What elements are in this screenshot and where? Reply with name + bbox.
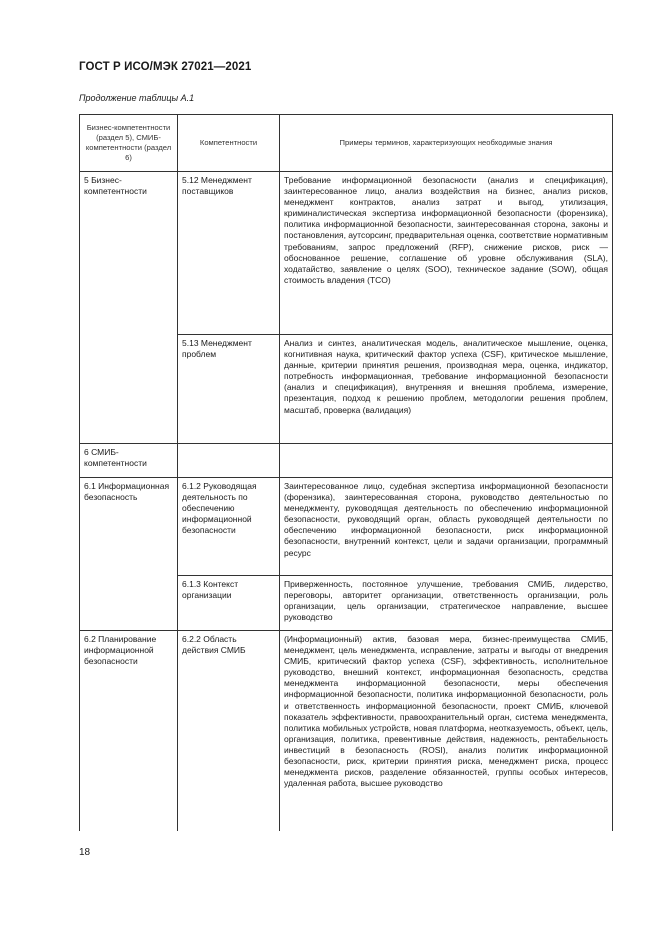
column-header-examples: Примеры терминов, характеризующих необходимые знания bbox=[280, 115, 613, 172]
competence-cell bbox=[178, 444, 280, 478]
group-cell: 5 Бизнес-компетентности bbox=[80, 172, 178, 444]
competence-cell: 6.1.2 Руководящая деятельность по обеспечению информационной безопасности bbox=[178, 478, 280, 576]
examples-cell: Требование информационной безопасности (анализ и спецификация), заинтересованное лицо, анализ воздействия на бизнес, анализ рисков, менеджмент контрактов, анализ затрат и выгод, утилизация, криминалистическая экспертиза информационной безопасности (форензика), политика информационной безопасности, заинтересованная сторона, законы и постановления, аутсорсинг, предварительная оценка, соответствие нормативным требованиям, запрос предложений (RFP), снижение рисков, риск — обоснованное решение, соглашение об уровне обслуживания (SLA), ходатайство, заявление о целях (SOO), техническое задание (SOW), общая стоимость владения (TCO) bbox=[280, 172, 613, 335]
examples-cell: (Информационный) актив, базовая мера, бизнес-преимущества СМИБ, менеджмент, цель менеджмента, исправление, затраты и выгоды от внедрения СМИБ, критический фактор успеха (CSF), эффективность, исполнительное руководство, внешний контекст, информационная безопасность, средства менеджмента информационной безопасности, меры обеспечения информационной безопасности, политика информационной безопасности, роль и ответственность информационной безопасности, проект СМИБ, ключевой показатель эффективности, правоохранительный орган, система менеджмента, политика мобильных устройств, новая платформа, неотказуемость, объект, цель, организация, политика, превентивные действия, надежность, рентабельность инвестиций в безопасность (ROSI), анализ политик информационной безопасности, риск, критерии принятия риска, менеджмент риска, процесс менеджмента рисков, разделение обязанностей, группы особых интересов, удаленная работа, высшее руководство bbox=[280, 631, 613, 831]
standard-title: ГОСТ Р ИСО/МЭК 27021—2021 bbox=[79, 61, 252, 73]
competence-cell: 6.1.3 Контекст организации bbox=[178, 576, 280, 631]
examples-cell bbox=[280, 444, 613, 478]
examples-cell: Заинтересованное лицо, судебная экспертиза информационной безопасности (форензика), заинтересованная сторона, руководство деятельностью по менеджменту, руководящая деятельность по обеспечению информационной безопасности, руководящий орган, область руководящей деятельности по обеспечению информационной безопасности, риск информационной безопасности, внутренний контекст, цели и задачи организации, программный ресурс bbox=[280, 478, 613, 576]
table-header-row bbox=[80, 115, 613, 172]
group-cell: 6.1 Информационная безопасность bbox=[80, 478, 178, 631]
table-row bbox=[80, 631, 613, 831]
column-header-section: Бизнес-компетентности (раздел 5), СМИБ-компетентности (раздел 6) bbox=[80, 115, 178, 172]
examples-cell: Приверженность, постоянное улучшение, требования СМИБ, лидерство, переговоры, авторитет организации, ответственность организации, роль организации, цель организации, стратегическое направление, высшее руководство bbox=[280, 576, 613, 631]
page-number: 18 bbox=[79, 847, 91, 858]
examples-cell: Анализ и синтез, аналитическая модель, аналитическое мышление, оценка, когнитивная наука, критический фактор успеха (CSF), критическое мышление, данные, критерии принятия решения, производная мера, оценка, индикатор, потребность информационная, требование информационной безопасности (анализ и спецификация), внутренняя и внешняя проблема, измерение, презентация, подход к решению проблем, методологии решения проблем, масштаб, проверка (валидация) bbox=[280, 335, 613, 444]
group-cell: 6.2 Планирование информационной безопасности bbox=[80, 631, 178, 831]
table-row bbox=[80, 172, 613, 335]
competence-table bbox=[79, 114, 613, 831]
column-header-competence: Компетентности bbox=[178, 115, 280, 172]
table-row bbox=[80, 478, 613, 576]
competence-cell: 5.13 Менеджмент проблем bbox=[178, 335, 280, 444]
competence-cell: 6.2.2 Область действия СМИБ bbox=[178, 631, 280, 831]
group-cell: 6 СМИБ-компетентности bbox=[80, 444, 178, 478]
table-row bbox=[80, 444, 613, 478]
competence-cell: 5.12 Менеджмент поставщиков bbox=[178, 172, 280, 335]
table-continuation-caption: Продолжение таблицы А.1 bbox=[79, 93, 195, 103]
